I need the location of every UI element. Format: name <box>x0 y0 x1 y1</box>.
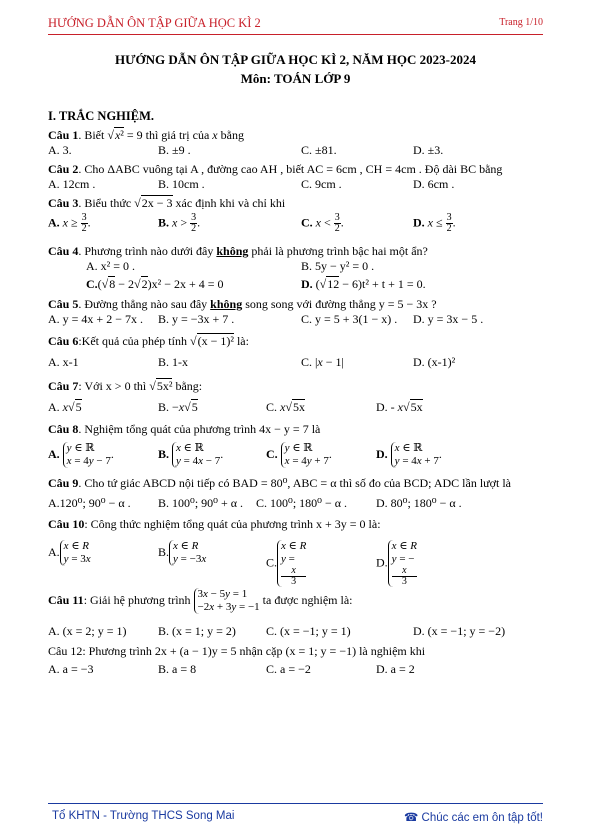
q6-option-a: A. x-1 <box>48 355 79 369</box>
question-5 <box>48 297 548 312</box>
question-6 <box>48 334 548 349</box>
q10-option-c: C. x ∈ R y = x 3 <box>266 540 307 587</box>
q10-option-d: D. x ∈ R y = − x 3 <box>376 540 417 587</box>
page-header <box>48 12 543 35</box>
footer-message: ☎ Chúc các em ôn tập tốt! <box>404 812 543 824</box>
header-title: HƯỚNG DẪN ÔN TẬP GIỮA HỌC KÌ 2 <box>48 16 261 30</box>
q8-options <box>48 440 548 470</box>
q5-option-d: D. y = 3x − 5 . <box>413 312 484 326</box>
q7-option-a: A. x√5 <box>48 400 82 414</box>
q6-text: :Kết quả của phép tính <box>78 334 187 348</box>
q4-emphasis: không <box>216 244 249 258</box>
q11-option-b: B. (x = 1; y = 2) <box>158 624 236 638</box>
q4-text-1: . Phương trình nào dưới đây <box>78 244 217 258</box>
q11-options <box>48 624 548 640</box>
q3-text: . Biểu thức √2x − 3 xác định khi và chỉ khi <box>78 196 286 210</box>
q6-option-d: D. (x-1)² <box>413 355 456 369</box>
q7-label: Câu 7 <box>48 379 79 393</box>
question-12: Câu 12: Phương trình 2x + (a − 1)y = 5 nhận cặp (x = 1; y = −1) là nghiệm khi <box>48 644 426 658</box>
q5-options <box>48 312 548 328</box>
question-9 <box>48 476 548 491</box>
q7-option-c: C. x√5x <box>266 400 305 414</box>
q3-label: Câu 3 <box>48 196 79 210</box>
q4-option-a: A. x² = 0 . <box>86 259 136 273</box>
q11-text-2: ta được nghiệm là: <box>262 592 353 607</box>
q8-option-c: C. y ∈ ℝ x = 4y + 7 . <box>266 442 332 467</box>
q2-label: Câu 2 <box>48 162 79 176</box>
q8-option-b: B. x ∈ ℝ y = 4x − 7 . <box>158 442 224 467</box>
q10-options <box>48 538 548 587</box>
q10-label: Câu 10 <box>48 517 85 531</box>
q4-label: Câu 4 <box>48 244 79 258</box>
q9-options <box>48 496 548 512</box>
q5-option-c: C. y = 5 + 3(1 − x) . <box>301 312 398 326</box>
q6-expression: √(x − 1)² là: <box>189 334 249 348</box>
q9-label: Câu 9 <box>48 476 79 490</box>
q7-options <box>48 400 548 416</box>
q4-options-2 <box>48 275 548 294</box>
q7-text: : Với x > 0 thì <box>78 379 147 393</box>
q10-text: : Công thức nghiệm tổng quát của phương trình x + 3y = 0 là: <box>84 517 381 531</box>
question-10 <box>48 517 548 532</box>
q5-text-2: song song với đường thẳng y = 5 − 3x ? <box>242 297 437 311</box>
question-8 <box>48 422 548 437</box>
q11-option-d: D. (x = −1; y = −2) <box>413 624 506 638</box>
q2-options <box>48 177 548 193</box>
q12-option-c: C. a = −2 <box>266 662 311 676</box>
q6-option-b: B. 1-x <box>158 355 188 369</box>
question-3 <box>48 196 548 211</box>
page-number: Trang 1/10 <box>499 17 543 28</box>
q11-option-a: A. (x = 2; y = 1) <box>48 624 127 638</box>
q2-option-d: D. 6cm . <box>413 177 455 191</box>
document-title <box>0 50 591 88</box>
question-1 <box>48 128 548 143</box>
q9-option-a: A.120⁰; 90⁰ − α . <box>48 496 131 510</box>
q3-option-b: B. x > $\frac{3}{2}$ . <box>158 212 201 234</box>
q2-option-a: A. 12cm . <box>48 177 96 191</box>
q1-option-a: A. 3. <box>48 143 72 157</box>
q1-option-d: D. ±3. <box>413 143 444 157</box>
q3-option-c: C. x < $\frac{3}{2}$ . <box>301 212 344 234</box>
q7-option-d: D. - x√5x <box>376 400 423 414</box>
q1-label: Câu 1 <box>48 128 79 142</box>
q11-text: : Giải hệ phương trình <box>83 592 191 607</box>
q12-options <box>48 662 548 678</box>
q8-label: Câu 8 <box>48 422 79 436</box>
q4-options-1 <box>48 259 548 275</box>
q5-option-b: B. y = −3x + 7 . <box>158 312 235 326</box>
q5-option-a: A. y = 4x + 2 − 7x . <box>48 312 143 326</box>
question-2 <box>48 162 548 177</box>
q1-option-c: C. ±81. <box>301 143 337 157</box>
title-line-1: HƯỚNG DẪN ÔN TẬP GIỮA HỌC KÌ 2, NĂM HỌC 2023-2024 <box>115 52 476 67</box>
q6-options <box>48 355 548 371</box>
q2-text: . Cho ΔABC vuông tại A , đường cao AH , biết AC = 6cm , CH = 4cm . Độ dài BC bằng <box>78 162 503 176</box>
document-body <box>48 103 548 678</box>
q5-text-1: . Đường thẳng nào sau đây <box>78 297 211 311</box>
q4-option-b: B. 5y − y² = 0 . <box>301 259 375 273</box>
footer-school: Tổ KHTN - Trường THCS Song Mai <box>52 810 235 822</box>
q9-text: . Cho tứ giác ABCD nội tiếp có BAD = 80⁰, ABC = α thì số đo của BCD; ADC lần lượt là <box>78 476 511 490</box>
q11-system: 3x − 5y = 1 −2x + 3y = −1 <box>194 588 260 614</box>
q7-option-b: B. −x√5 <box>158 400 198 414</box>
q9-option-b: B. 100⁰; 90⁰ + α . <box>158 496 244 510</box>
q9-option-d: D. 80⁰; 180⁰ − α . <box>376 496 462 510</box>
q4-option-d: D. (√12 − 6)t² + t + 1 = 0. <box>301 277 426 291</box>
q3-option-a: A. x ≥ $\frac{3}{2}$ . <box>48 212 91 234</box>
q8-option-d: D. x ∈ ℝ y = 4x + 7 . <box>376 442 442 467</box>
title-line-2: Môn: TOÁN LỚP 9 <box>240 71 351 86</box>
q12-option-d: D. a = 2 <box>376 662 415 676</box>
q8-text: . Nghiệm tổng quát của phương trình 4x − y = 7 là <box>78 422 321 436</box>
q11-option-c: C. (x = −1; y = 1) <box>266 624 351 638</box>
q3-options <box>48 211 548 241</box>
q1-text: . Biết √x² = 9 thì giá trị của x bằng <box>78 128 244 142</box>
q4-text-2: phải là phương trình bậc hai một ẩn? <box>248 244 428 258</box>
q7-expression: √5x² bằng: <box>149 379 203 393</box>
q3-option-d: D. x ≤ $\frac{3}{2}$ . <box>413 212 456 234</box>
q1-option-b: B. ±9 . <box>158 143 191 157</box>
q4-option-c: C.(√8 − 2√2)x² − 2x + 4 = 0 <box>86 277 224 291</box>
q11-label: Câu 11 <box>48 592 84 607</box>
q2-option-c: C. 9cm . <box>301 177 342 191</box>
q5-label: Câu 5 <box>48 297 79 311</box>
q12-option-a: A. a = −3 <box>48 662 94 676</box>
q9-option-c: C. 100⁰; 180⁰ − α . <box>256 496 348 510</box>
q12-option-b: B. a = 8 <box>158 662 197 676</box>
q5-emphasis: không <box>210 297 243 311</box>
q1-options <box>48 143 548 159</box>
q6-option-c: C. |x − 1| <box>301 355 344 369</box>
q10-option-a: A. x ∈ R y = 3x <box>48 540 91 565</box>
q8-option-a: A. y ∈ ℝ x = 4y − 7 . <box>48 442 114 467</box>
q6-label: Câu 6 <box>48 334 79 348</box>
question-7 <box>48 379 548 394</box>
question-4 <box>48 244 548 259</box>
q2-option-b: B. 10cm . <box>158 177 205 191</box>
page-footer <box>48 803 543 824</box>
question-11 <box>48 588 548 618</box>
q10-option-b: B. x ∈ R y = −3x <box>158 540 207 565</box>
section-heading: I. TRẮC NGHIỆM. <box>48 109 155 123</box>
